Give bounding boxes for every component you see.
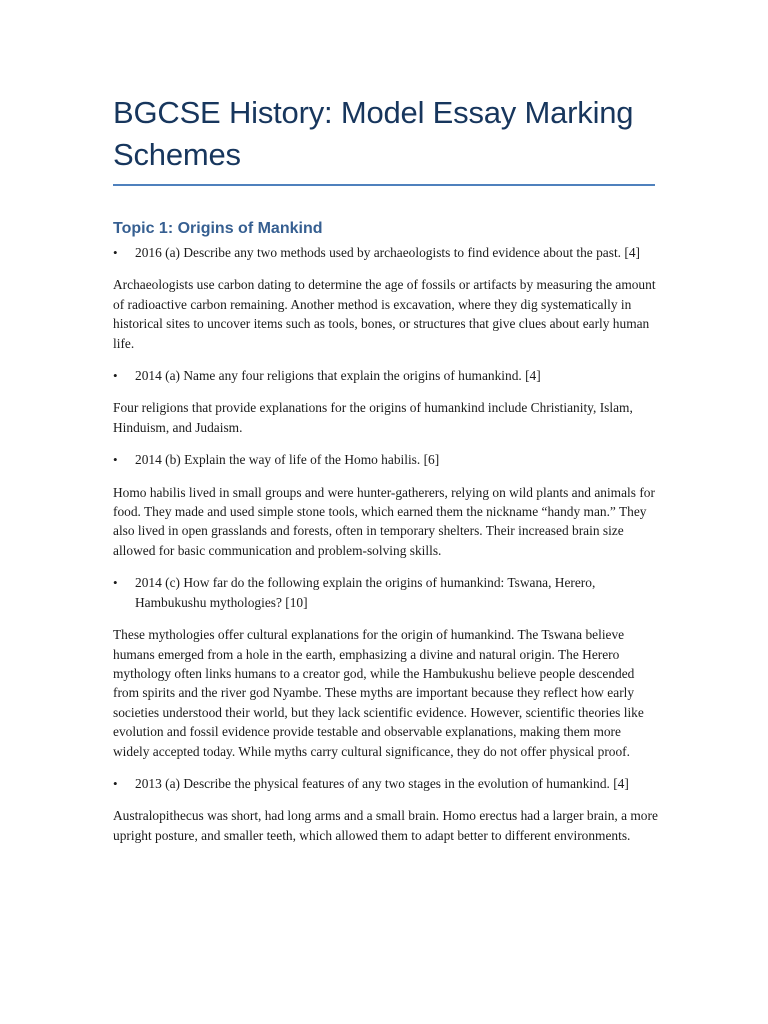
answer-paragraph: Australopithecus was short, had long arms and a small brain. Homo erectus had a larger brain, a more upright posture, and smaller teeth, which allowed them to adapt better to different environments.	[113, 808, 658, 843]
question-item	[113, 366, 658, 385]
answer-paragraph: Homo habilis lived in small groups and were hunter-gatherers, relying on wild plants and animals for food. They made and used simple stone tools, which earned them the nickname “handy man.” They also lived in open grasslands and forests, often in temporary shelters. Their increased brain size allowed for basic communication and problem-solving skills.	[113, 484, 655, 558]
question-text: 2016 (a) Describe any two methods used by archaeologists to find evidence about the past. [4]	[135, 245, 640, 260]
document-title: BGCSE History: Model Essay Marking Schemes	[113, 95, 634, 172]
question-item	[113, 774, 658, 793]
answer-paragraph: Archaeologists use carbon dating to determine the age of fossils or artifacts by measuring the amount of radioactive carbon remaining. Another method is excavation, where they dig systematically in historical sites to uncover items such as tools, bones, or structures that give clues about early human life.	[113, 277, 656, 351]
bullet-icon: •	[113, 368, 118, 384]
question-text: 2014 (a) Name any four religions that explain the origins of humankind. [4]	[135, 368, 541, 384]
question-item	[113, 573, 658, 612]
answer-paragraph: Four religions that provide explanations for the origins of humankind include Christianity, Islam, Hinduism, and Judaism.	[113, 400, 633, 435]
bullet-icon: •	[113, 775, 118, 791]
bullet-icon: •	[113, 452, 118, 468]
document-page	[113, 0, 658, 845]
answer-paragraph: These mythologies offer cultural explanations for the origin of humankind. The Tswana believe humans emerged from a hole in the earth, emphasizing a divine and natural origin. The Herero mythology often links humans to a creator god, while the Hambukushu believe people descended from spirits and the river god Nyambe. These myths are important because they reflect how early societies understood their world, but they lack scientific evidence. However, scientific theories like evolution and fossil evidence provide testable and observable explanations, making them more widely accepted today. While myths carry cultural significance, they do not offer physical proof.	[113, 627, 644, 759]
question-item	[113, 243, 658, 262]
question-text: 2013 (a) Describe the physical features of any two stages in the evolution of humankind. [4]	[135, 775, 629, 791]
question-text: 2014 (b) Explain the way of life of the Homo habilis. [6]	[135, 452, 440, 468]
bullet-icon: •	[113, 575, 118, 591]
title-divider	[113, 184, 655, 186]
topic-heading: Topic 1: Origins of Mankind	[113, 220, 323, 237]
question-text: 2014 (c) How far do the following explain the origins of humankind: Tswana, Herero, Hambukushu mythologies? [10]	[135, 575, 596, 610]
bullet-icon: •	[113, 245, 118, 260]
question-item	[113, 450, 658, 469]
